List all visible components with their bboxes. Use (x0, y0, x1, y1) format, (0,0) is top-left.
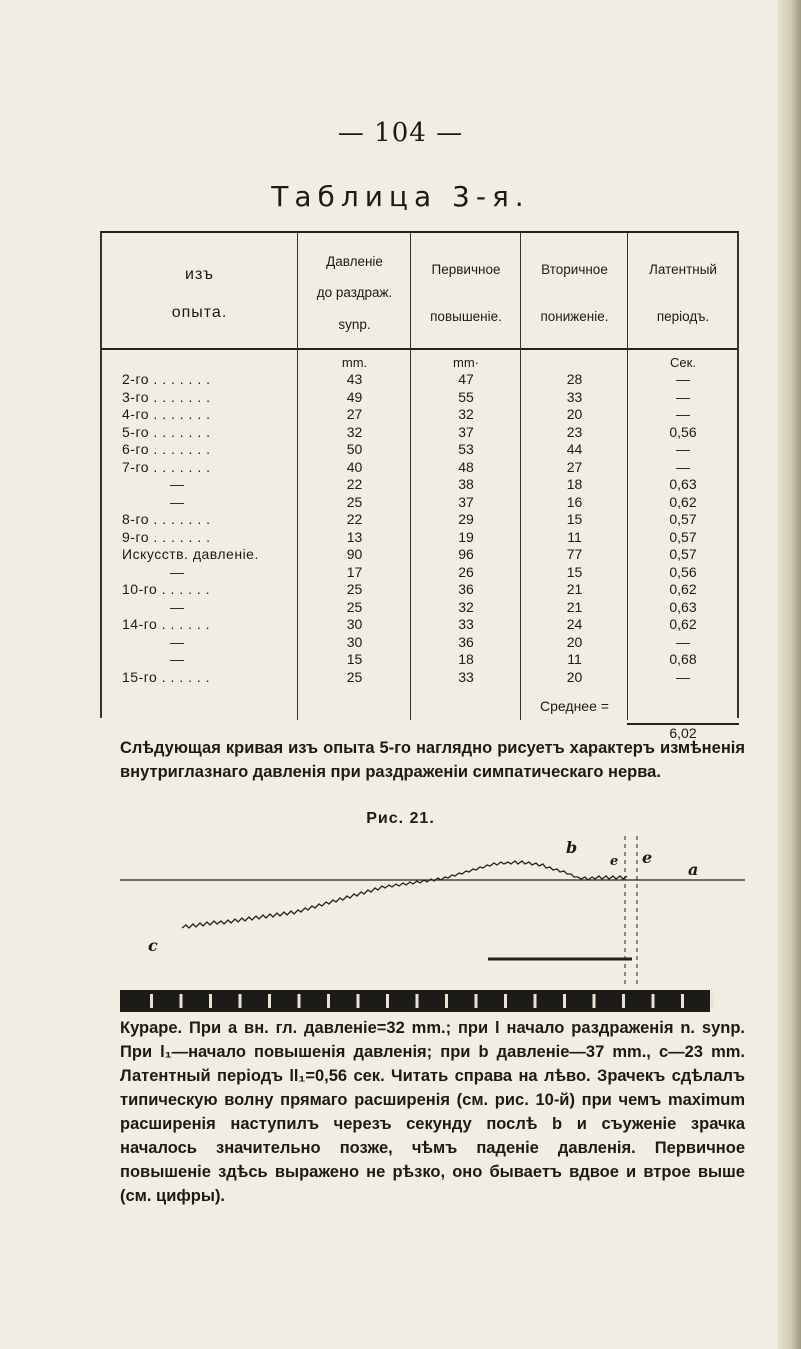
cell-latent: 0,56 (669, 563, 697, 580)
header-line: Вторичное (541, 261, 608, 277)
cell-secondary: 20 (566, 668, 583, 685)
header-primary (412, 246, 520, 341)
cell-pressure: 40 (346, 458, 363, 475)
cell-pressure: 30 (346, 616, 363, 632)
time-tick (150, 994, 153, 1008)
cell-secondary: 15 (566, 511, 583, 527)
cell-secondary: 20 (566, 633, 583, 650)
cell-primary: 19 (458, 528, 474, 545)
cell-latent: — (676, 633, 690, 650)
table-row (100, 371, 739, 389)
table-row (100, 581, 739, 599)
table-row (100, 616, 739, 634)
row-label: 14-го . . . . . . (122, 616, 210, 632)
row-label: 5-го . . . . . . . (122, 423, 211, 440)
header-line: опыта. (171, 303, 228, 321)
row-label: 9-го . . . . . . . (122, 528, 211, 545)
time-marker-band (120, 990, 710, 1012)
table-row (100, 546, 739, 564)
cell-latent: 0,68 (669, 651, 697, 667)
cell-latent: — (676, 388, 690, 405)
table-row (100, 511, 739, 529)
cell-latent: 0,62 (669, 581, 697, 597)
cell-latent: 0,62 (669, 616, 697, 632)
header-line: Первичное (431, 261, 501, 277)
cell-pressure: 50 (346, 441, 363, 457)
row-label: Искусств. давленіе. (122, 546, 259, 562)
cell-secondary: 18 (566, 476, 583, 492)
row-label: — (170, 651, 185, 667)
time-tick (593, 994, 596, 1008)
time-tick (504, 994, 507, 1008)
row-label: 15-го . . . . . . (122, 668, 210, 685)
time-tick (534, 994, 537, 1008)
row-label: — (170, 493, 185, 510)
cell-primary: 48 (458, 458, 474, 475)
table-header-rule (100, 348, 739, 350)
table-title: Таблица 3-я. (271, 180, 530, 213)
cell-latent: 0,57 (669, 511, 697, 527)
table-row (100, 599, 739, 617)
cell-secondary: 21 (566, 581, 583, 597)
table-row (100, 424, 739, 442)
cell-pressure: 22 (346, 511, 363, 527)
average-label: Среднее = (540, 698, 609, 714)
figure-21 (120, 836, 745, 1016)
time-tick (681, 994, 684, 1008)
unit-latent: Сек. (670, 355, 696, 370)
time-tick (652, 994, 655, 1008)
cell-primary: 33 (458, 616, 474, 632)
row-label: 2-го . . . . . . . (122, 371, 211, 387)
figure-label-c: c (148, 936, 158, 955)
cell-latent: 0,57 (669, 528, 697, 545)
table-row (100, 529, 739, 547)
time-tick (416, 994, 419, 1008)
cell-primary: 26 (458, 563, 474, 580)
cell-primary: 55 (458, 388, 474, 405)
cell-primary: 32 (458, 598, 474, 615)
cell-primary: 29 (458, 511, 474, 527)
row-label: — (170, 563, 185, 580)
table-row (100, 476, 739, 494)
figure-label-b: b (566, 838, 578, 857)
row-label: — (170, 633, 185, 650)
cell-pressure: 25 (346, 581, 363, 597)
cell-primary: 96 (458, 546, 474, 562)
header-latent (629, 246, 737, 341)
header-line: synp. (338, 317, 371, 333)
cell-secondary: 27 (566, 458, 583, 475)
table-row (100, 494, 739, 512)
table-top-rule (100, 231, 739, 233)
cell-pressure: 30 (346, 633, 363, 650)
time-tick (209, 994, 212, 1008)
cell-latent: — (676, 441, 690, 457)
cell-secondary: 21 (566, 598, 583, 615)
row-label: 3-го . . . . . . . (122, 388, 211, 405)
time-tick (563, 994, 566, 1008)
cell-pressure: 22 (346, 476, 363, 492)
cell-primary: 33 (458, 668, 474, 685)
header-line: пониженіе. (540, 309, 609, 325)
time-tick (268, 994, 271, 1008)
cell-secondary: 23 (566, 423, 583, 440)
figure-label-e: e (642, 848, 653, 867)
cell-pressure: 25 (346, 598, 363, 615)
table-row (100, 634, 739, 652)
paragraph-intro: Слѣдующая кривая изъ опыта 5-го наглядно рисуетъ характеръ измѣненія внутриглазнаго давленія при раздраженіи симпатическаго нерва. (120, 739, 745, 781)
cell-secondary: 28 (566, 371, 583, 387)
table-row (100, 651, 739, 669)
cell-primary: 18 (458, 651, 474, 667)
cell-pressure: 27 (346, 406, 363, 422)
cell-secondary: 77 (566, 546, 583, 562)
units-row (100, 355, 739, 371)
time-tick (445, 994, 448, 1008)
header-line: изъ (185, 265, 214, 283)
cell-primary: 32 (458, 406, 474, 422)
cell-latent: — (676, 406, 690, 422)
paragraph-curare: Кураре. При a вн. гл. давленіе=32 mm.; при l начало раздраженія n. synp. При l₁—начало повышенія давленія; при b давленіе—37 mm., c—23 mm. Латентный періодъ ll₁=0,56 сек. Читать справа на лѣво. Зрачекъ сдѣлалъ типическую волну прямаго расширенія (см. рис. 10-й) при чемъ maximum расширенія наступилъ черезъ секунду послѣ b и съуженіе зрачка началось значительно позже, чѣмъ паденіе давленія. Первичное повышеніе здѣсь выражено не рѣзко, оно бываетъ вдвое и втрое выше (см. цифры). (120, 1019, 745, 1205)
cell-latent: 0,57 (669, 546, 697, 562)
cell-primary: 37 (458, 493, 474, 510)
cell-secondary: 16 (566, 493, 583, 510)
cell-pressure: 43 (346, 371, 363, 387)
cell-secondary: 11 (567, 651, 582, 667)
pressure-curve (182, 861, 627, 928)
cell-secondary: 15 (566, 563, 583, 580)
cell-pressure: 15 (346, 651, 363, 667)
figure-label-a: a (688, 860, 699, 879)
time-tick (357, 994, 360, 1008)
cell-latent: — (676, 668, 690, 685)
table-body (100, 371, 739, 686)
table-row (100, 459, 739, 477)
time-tick (298, 994, 301, 1008)
average-value: 6,02 (669, 725, 697, 741)
table-row (100, 441, 739, 459)
cell-latent: 0,56 (669, 423, 697, 440)
page-number: — 104 — (337, 118, 464, 148)
cell-primary: 36 (458, 581, 474, 597)
cell-pressure: 25 (346, 493, 363, 510)
header-line: періодъ. (656, 309, 710, 325)
table-row (100, 669, 739, 687)
cell-secondary: 33 (566, 388, 583, 405)
row-label: 7-го . . . . . . . (122, 458, 211, 475)
header-pressure (299, 246, 410, 341)
header-experiment (102, 246, 297, 341)
cell-pressure: 13 (346, 528, 363, 545)
cell-latent: 0,62 (669, 493, 697, 510)
row-label: — (170, 598, 185, 615)
cell-pressure: 17 (346, 563, 363, 580)
row-label: 6-го . . . . . . . (122, 441, 211, 457)
time-tick (327, 994, 330, 1008)
cell-primary: 37 (458, 423, 474, 440)
time-tick (475, 994, 478, 1008)
header-secondary (522, 246, 627, 341)
unit-primary: mm· (453, 355, 479, 370)
time-tick (386, 994, 389, 1008)
cell-pressure: 90 (346, 546, 363, 562)
time-tick (239, 994, 242, 1008)
row-label: — (170, 476, 185, 492)
figure-caption: Рис. 21. (366, 810, 435, 827)
header-line: повышеніе. (430, 309, 502, 325)
header-line: Давленіе (326, 253, 383, 269)
unit-pressure: mm. (341, 355, 368, 370)
data-table (100, 228, 739, 741)
header-line: до раздраж. (316, 285, 393, 301)
cell-secondary: 24 (566, 616, 583, 632)
cell-secondary: 44 (566, 441, 583, 457)
cell-secondary: 20 (566, 406, 583, 422)
cell-latent: 0,63 (669, 476, 697, 492)
cell-latent: — (676, 458, 690, 475)
cell-primary: 47 (458, 371, 474, 387)
cell-latent: 0,63 (669, 598, 697, 615)
time-tick (622, 994, 625, 1008)
cell-latent: — (676, 371, 690, 387)
row-label: 8-го . . . . . . . (122, 511, 211, 527)
cell-primary: 36 (458, 633, 474, 650)
row-label: 10-го . . . . . . (122, 581, 210, 597)
time-tick (180, 994, 183, 1008)
cell-primary: 53 (458, 441, 474, 457)
table-row (100, 564, 739, 582)
figure-label-e1: e (610, 854, 619, 869)
cell-primary: 38 (458, 476, 474, 492)
row-label: 4-го . . . . . . . (122, 406, 211, 422)
header-line: Латентный (649, 261, 717, 277)
cell-pressure: 49 (346, 388, 363, 405)
cell-pressure: 32 (346, 423, 363, 440)
cell-secondary: 11 (567, 528, 582, 545)
table-row (100, 389, 739, 407)
cell-pressure: 25 (346, 668, 363, 685)
table-row (100, 406, 739, 424)
time-tick (711, 994, 714, 1008)
